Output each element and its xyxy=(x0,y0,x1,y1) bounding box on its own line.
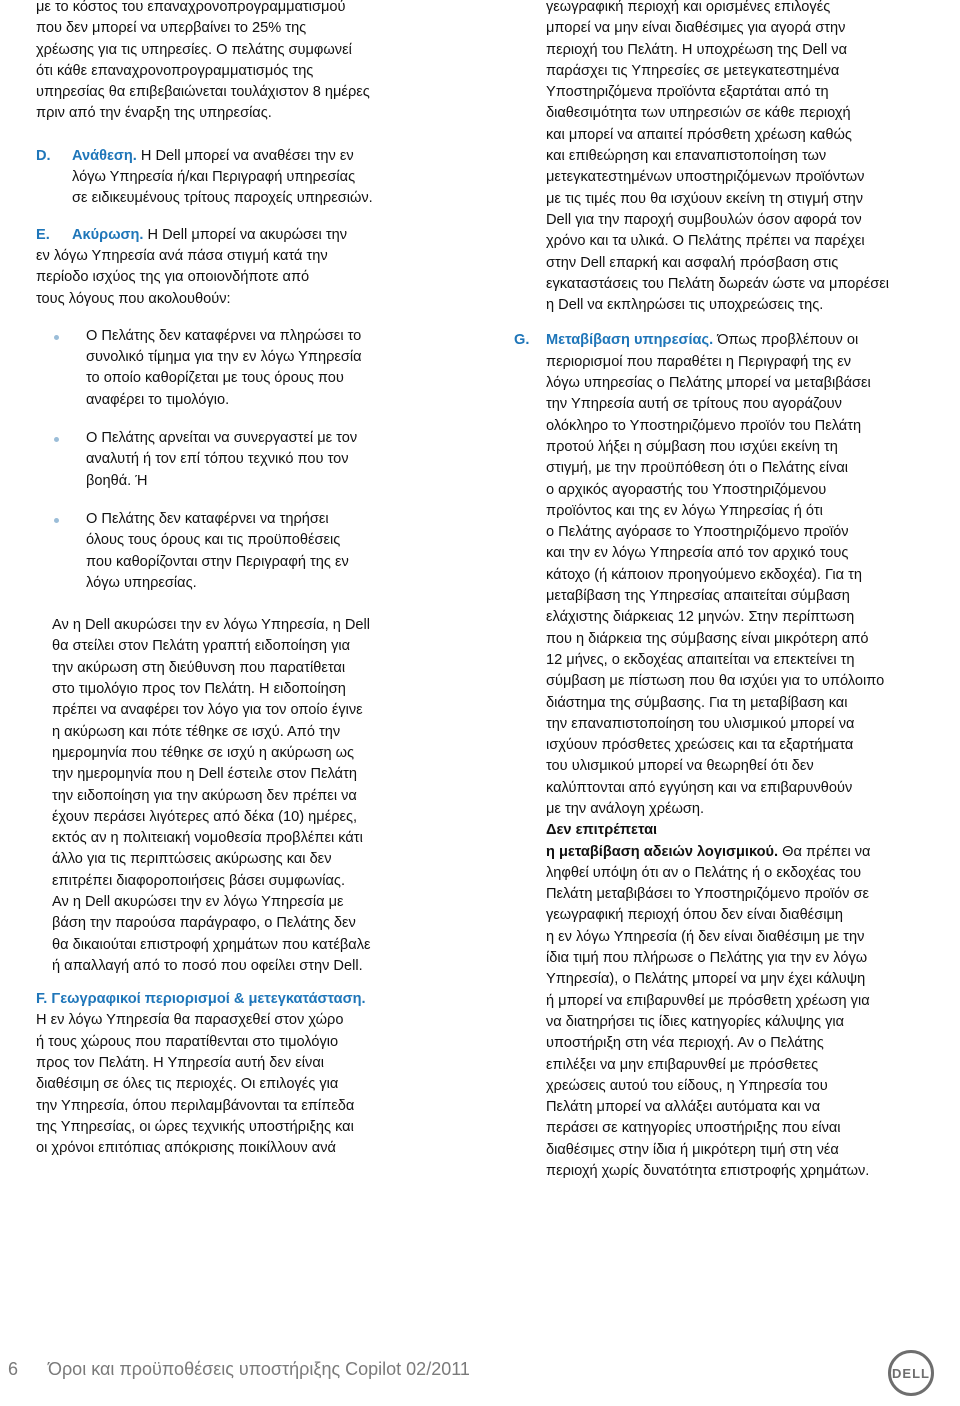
text-line: την επαναπιστοποίηση του υλισμικού μπορεί να xyxy=(546,715,855,732)
section-g-first-line: Όπως προβλέπουν οι xyxy=(717,332,859,349)
dell-logo-text: DELL xyxy=(892,1365,930,1381)
bullet-text-line: βοηθά. Ή xyxy=(86,472,148,489)
text-line: να διατηρήσει τις ίδιες κατηγορίες κάλυψης για xyxy=(546,1013,845,1030)
section-g-body-b xyxy=(546,863,954,1182)
no-license-transfer-bold-a: Δεν επιτρέπεται xyxy=(546,822,658,839)
section-f-body xyxy=(36,1010,456,1159)
footer-title: Όροι και προϋποθέσεις υποστήριξης Copilot 02/2011 xyxy=(48,1359,470,1379)
text-line: περίοδο ισχύος της για οποιονδήποτε από xyxy=(36,269,310,286)
text-line: ολόκληρο το Υποστηριζόμενο προϊόν του Πελάτη xyxy=(546,417,862,434)
text-line: περάσει σε κατηγορίες υποστήριξης που είναι xyxy=(546,1120,841,1137)
text-line: περιοχή του Πελάτη. Η υποχρέωση της Dell να xyxy=(546,41,848,58)
section-g-bold-tail: Θα πρέπει να xyxy=(782,843,871,860)
text-line: προϊόντος και της εν λόγω Υπηρεσίας ή ότι xyxy=(546,502,823,519)
section-d-heading: Ανάθεση. xyxy=(72,147,137,164)
text-line: ή τους χώρους που παρατίθενται στο τιμολόγιο xyxy=(36,1033,339,1050)
section-e-first-line: Η Dell μπορεί να ακυρώσει την xyxy=(147,226,348,243)
text-line: διαθέσιμες στην ίδια ή μικρότερη τιμή στη νέα xyxy=(546,1141,839,1158)
text-line: Η εν λόγω Υπηρεσία θα παρασχεθεί στον χώρο xyxy=(36,1012,344,1029)
text-line: η εν λόγω Υπηρεσία (ή δεν είναι διαθέσιμη με την xyxy=(546,928,865,945)
bullet-text-line: λόγω υπηρεσίας. xyxy=(86,574,197,591)
text-line: ληφθεί υπόψη ότι αν ο Πελάτης ή ο εκδοχέας του xyxy=(546,864,862,881)
section-f-heading: Γεωγραφικοί περιορισμοί & μετεγκατάσταση. xyxy=(51,991,366,1008)
text-line: και την εν λόγω Υπηρεσία από τον αρχικό τους xyxy=(546,545,849,562)
text-line: στιγμή, με την προϋπόθεση ότι ο Πελάτης είναι xyxy=(546,460,848,477)
text-line: σε ειδικευμένους τρίτους παροχείς υπηρεσιών. xyxy=(72,190,373,207)
text-line: ισχύουν πρόσθετες χρεώσεις και τα εξαρτήματα xyxy=(546,737,854,754)
text-line: ίδια τιμή που πλήρωσε ο Πελάτης για την εν λόγω xyxy=(546,950,868,967)
bullet-dot-icon xyxy=(54,437,59,442)
text-line: πρέπει να αναφέρει τον λόγο για τον οποίο έγινε xyxy=(52,702,363,719)
text-line: Dell για την παροχή συμβουλών όσον αφορά τον xyxy=(546,211,862,228)
text-line: ελάχιστης διάρκειας 12 μηνών. Στην περίπτωση xyxy=(546,609,855,626)
text-line: άλλο για τις περιπτώσεις ακύρωσης και δεν xyxy=(52,851,332,868)
dell-logo xyxy=(888,1350,934,1396)
text-line: ο αρχικός αγοραστής του Υποστηριζόμενου xyxy=(546,481,827,498)
text-line: υπηρεσίας θα επιβεβαιώνεται τουλάχιστον 8 ημέρες xyxy=(36,84,370,101)
text-line: τους λόγους που ακολουθούν: xyxy=(36,290,231,307)
section-d-body xyxy=(72,167,456,210)
text-line: διαθεσιμότητα των υπηρεσιών σε κάθε περιοχή xyxy=(546,105,851,122)
text-line: του υλισμικού μπορεί να θεωρηθεί ότι δεν xyxy=(546,758,814,775)
text-line: την Υπηρεσία αυτή σε τρίτους που αγοράζουν xyxy=(546,396,842,413)
text-line: γεωγραφική περιοχή όπου δεν είναι διαθέσιμη xyxy=(546,907,843,924)
section-e-bullet-list xyxy=(36,326,456,594)
text-line: και επιθεώρηση και επαναπιστοποίηση των xyxy=(546,148,827,165)
text-line: με το κόστος του επαναχρονοπρογραμματισμού xyxy=(36,0,346,15)
section-e-body xyxy=(36,246,456,310)
section-e-heading: Ακύρωση. xyxy=(72,226,144,243)
text-line: εγκαταστάσεις του Πελάτη δωρεάν ώστε να μπορέσει xyxy=(546,275,889,292)
text-line: χρεώσεις αυτού του είδους, η Υπηρεσία του xyxy=(546,1077,828,1094)
list-item xyxy=(36,509,456,594)
text-line: υποστήριξη στη νέα περιοχή. Αν ο Πελάτης xyxy=(546,1035,824,1052)
text-line: γεωγραφική περιοχή και ορισμένες επιλογές xyxy=(546,0,831,15)
text-line: παράσχει τις Υπηρεσίες σε μετεγκατεστημένα xyxy=(546,62,840,79)
text-line: οι χρόνοι επιτόπιας απόκρισης ποικίλλουν ανά xyxy=(36,1140,336,1157)
text-line: χρέωσης για τις υπηρεσίες. Ο πελάτης συμφωνεί xyxy=(36,41,352,58)
text-line: στην Dell επαρκή και ασφαλή πρόσβαση στις xyxy=(546,254,839,271)
page-footer xyxy=(0,1356,960,1386)
text-line: ή μπορεί να επιβαρυνθεί με πρόσθετη χρέωση για xyxy=(546,992,870,1009)
text-line: προτού λήξει η σύμβαση που ισχύει εκείνη τη xyxy=(546,438,838,455)
text-line: επιλέξει να μην επιβαρυνθεί με πρόσθετες xyxy=(546,1056,819,1073)
text-line: 12 μήνες, ο εκδοχέας απαιτείται να επεκτείνει τη xyxy=(546,651,855,668)
text-line: μετεγκατεστημένων υποστηριζόμενων προϊόντων xyxy=(546,169,865,186)
bullet-text-line: αναλυτή ή τον επί τόπου τεχνικό που τον xyxy=(86,451,349,468)
text-line: επιτρέπει διαφοροποιήσεις βάσει συμφωνίας. xyxy=(52,872,345,889)
bullet-dot-icon xyxy=(54,518,59,523)
bullet-text-line: όλους τους όρους και τις προϋποθέσεις xyxy=(86,532,341,549)
text-line: μπορεί να μην είναι διαθέσιμες για αγορά στην xyxy=(546,20,846,37)
text-line: καλύπτονται από εγγύηση και να επιβαρυνθούν xyxy=(546,779,853,796)
text-line: Πελάτη μπορεί να αλλάξει αυτόματα και να xyxy=(546,1099,821,1116)
text-line: την Υπηρεσία, όπου περιλαμβάνονται τα επίπεδα xyxy=(36,1097,355,1114)
text-line: Υποστηριζόμενα προϊόντα εξαρτάται από τη xyxy=(546,84,829,101)
text-line: που δεν μπορεί να υπερβαίνει το 25% της xyxy=(36,20,307,37)
bullet-text-line: αναφέρει το τιμολόγιο. xyxy=(86,391,230,408)
bullet-text-line: Ο Πελάτης δεν καταφέρνει να τηρήσει xyxy=(86,510,329,527)
bullet-text-line: Ο Πελάτης αρνείται να συνεργαστεί με τον xyxy=(86,430,358,447)
right-column xyxy=(514,0,954,1182)
bullet-text-line: το οποίο καθορίζεται με τους όρους που xyxy=(86,370,344,387)
section-d-letter: D. xyxy=(36,147,51,164)
intro-paragraph xyxy=(36,0,456,125)
text-line: διαθέσιμη σε όλες τις περιοχές. Οι επιλογές για xyxy=(36,1076,339,1093)
bullet-text-line: Ο Πελάτης δεν καταφέρνει να πληρώσει το xyxy=(86,327,362,344)
text-line: Αν η Dell ακυρώσει την εν λόγω Υπηρεσία, η Dell xyxy=(52,617,371,634)
text-line: εν λόγω Υπηρεσία ανά πάσα στιγμή κατά την xyxy=(36,247,328,264)
text-line: λόγω Υπηρεσία ή/και Περιγραφή υπηρεσίας xyxy=(72,169,356,186)
text-line: με τις τιμές που θα ισχύουν εκείνη τη στιγμή στην xyxy=(546,190,864,207)
text-line: με την ανάλογη χρέωση. xyxy=(546,800,705,817)
text-line: βάση την παρούσα παράγραφο, ο Πελάτης δεν xyxy=(52,915,356,932)
text-line: χρόνο και τα υλικά. Ο Πελάτης πρέπει να παρέχει xyxy=(546,233,865,250)
text-line: πριν από την έναρξη της υπηρεσίας. xyxy=(36,105,272,122)
text-line: λόγω υπηρεσίας ο Πελάτης μπορεί να μεταβιβάσει xyxy=(546,375,871,392)
text-line: διάστημα της σύμβασης. Για τη μεταβίβαση και xyxy=(546,694,848,711)
text-line: σύμβαση με πίστωση που θα ισχύει για το υπόλοιπο xyxy=(546,673,885,690)
section-g xyxy=(514,330,954,1182)
section-e xyxy=(36,225,456,978)
left-column xyxy=(36,0,456,1160)
text-line: ότι κάθε επαναχρονοπρογραμματισμός της xyxy=(36,62,314,79)
text-line: κάτοχο (ή κάποιον προηγούμενο εκδοχέα). Για τη xyxy=(546,566,863,583)
text-line: την ακύρωση στη διεύθυνση που παρατίθεται xyxy=(52,659,346,676)
page-number: 6 xyxy=(8,1359,19,1379)
text-line: περιορισμοί που παραθέτει η Περιγραφή της εν xyxy=(546,353,852,370)
text-line: εκτός αν η πολιτειακή νομοθεσία προβλέπει κάτι xyxy=(52,830,363,847)
bullet-text-line: συνολικό τίμημα για την εν λόγω Υπηρεσία xyxy=(86,349,362,366)
text-line: η ακύρωση και πότε τέθηκε σε ισχύ. Από την xyxy=(52,723,341,740)
section-e-cancellation-paragraph xyxy=(36,615,456,977)
text-line: την ημερομηνία που η Dell έστειλε στον Πελάτη xyxy=(52,766,357,783)
section-d xyxy=(36,146,456,210)
text-line: που η διάρκεια της σύμβασης είναι μικρότερη από xyxy=(546,630,869,647)
text-line: στο τιμολόγιο προς τον Πελάτη. Η ειδοποίηση xyxy=(52,681,346,698)
bullet-text-line: που καθορίζονται στην Περιγραφή της εν xyxy=(86,553,349,570)
text-line: και μπορεί να απαιτεί πρόσθετη χρέωση καθώς xyxy=(546,126,852,143)
text-line: έχουν περάσει λιγότερες από δέκα (10) ημέρες, xyxy=(52,808,358,825)
text-line: ημερομηνία που τέθηκε σε ισχύ η ακύρωση ως xyxy=(52,744,355,761)
relocation-continued-paragraph xyxy=(514,0,954,316)
text-line: ή απαλλαγή από το ποσό που οφείλει στην Dell. xyxy=(52,957,363,974)
section-e-letter: E. xyxy=(36,226,50,243)
text-line: περιοχή χωρίς δυνατότητα επιστροφής χρημάτων. xyxy=(546,1163,870,1180)
section-f xyxy=(36,989,456,1159)
section-f-letter: F. xyxy=(36,991,48,1008)
text-line: την ειδοποίηση για την ακύρωση δεν πρέπει να xyxy=(52,787,357,804)
text-line: Υπηρεσία), ο Πελάτης μπορεί να μην έχει κάλυψη xyxy=(546,971,866,988)
section-d-first-line: Η Dell μπορεί να αναθέσει την εν xyxy=(140,147,354,164)
bullet-dot-icon xyxy=(54,335,59,340)
text-line: της Υπηρεσίας, οι ώρες τεχνικής υποστήριξης και xyxy=(36,1118,354,1135)
text-line: Πελάτη μεταβιβάσει το Υποστηριζόμενο προϊόν σε xyxy=(546,886,869,903)
section-g-letter: G. xyxy=(514,332,530,349)
text-line: θα στείλει στον Πελάτη γραπτή ειδοποίηση για xyxy=(52,638,351,655)
text-line: ο Πελάτης αγόρασε το Υποστηριζόμενο προϊόν xyxy=(546,524,849,541)
text-line: θα δικαιούται επιστροφή χρημάτων που κατέβαλε xyxy=(52,936,371,953)
list-item xyxy=(36,326,456,411)
list-item xyxy=(36,428,456,492)
text-line: Αν η Dell ακυρώσει την εν λόγω Υπηρεσία με xyxy=(52,893,344,910)
no-license-transfer-bold-b: η μεταβίβαση αδειών λογισμικού. xyxy=(546,843,779,860)
text-line: προς τον Πελάτη. Η Υπηρεσία αυτή δεν είναι xyxy=(36,1055,325,1072)
section-g-heading: Μεταβίβαση υπηρεσίας. xyxy=(546,332,714,349)
section-g-body-a xyxy=(546,352,954,821)
text-line: η Dell να εκπληρώσει τις υποχρεώσεις της. xyxy=(546,297,824,314)
text-line: μεταβίβαση της Υπηρεσίας απαιτείται σύμβαση xyxy=(546,588,850,605)
